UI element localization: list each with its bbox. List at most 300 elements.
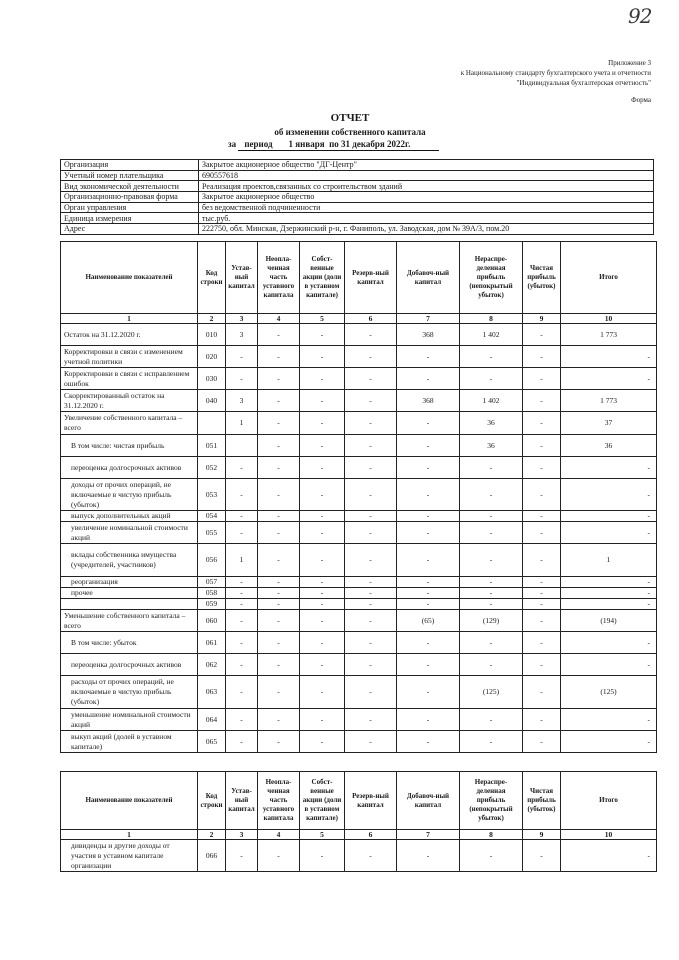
info-value: тыс.руб. bbox=[199, 213, 654, 224]
table-row bbox=[61, 324, 657, 346]
cell-c9: - bbox=[523, 412, 561, 435]
cell-c8: 1 402 bbox=[460, 324, 523, 346]
cell-c5: - bbox=[300, 479, 345, 511]
cell-c8: (129) bbox=[460, 610, 523, 632]
cell-c4: - bbox=[258, 522, 300, 544]
appendix-line-1: Приложение 3 bbox=[608, 59, 651, 67]
cell-c9: - bbox=[523, 457, 561, 479]
row-label: расходы от прочих операций, не включаемые в чистую прибыль (убыток) bbox=[61, 676, 198, 709]
cell-c6: - bbox=[345, 346, 397, 368]
cell-c3: - bbox=[226, 840, 258, 872]
cell-c3: - bbox=[226, 588, 258, 599]
cell-c3: 3 bbox=[226, 324, 258, 346]
cell-c6: - bbox=[345, 544, 397, 577]
report-period bbox=[200, 138, 500, 151]
row-code: 061 bbox=[198, 632, 226, 654]
row-label: выкуп акций (долей в уставном капитале) bbox=[61, 731, 198, 753]
row-label: Увеличение собственного капитала – всего bbox=[61, 412, 198, 435]
table-row bbox=[61, 368, 657, 390]
cell-c7: - bbox=[397, 676, 460, 709]
cell-c7: 368 bbox=[397, 324, 460, 346]
cell-c5: - bbox=[300, 511, 345, 522]
column-header: Собст-венные акции (доли в уставном капитале) bbox=[300, 772, 345, 830]
cell-c9: - bbox=[523, 368, 561, 390]
column-header: Резерв-ный капитал bbox=[345, 242, 397, 314]
cell-c5: - bbox=[300, 324, 345, 346]
info-key: Адрес bbox=[61, 224, 199, 235]
cell-c5: - bbox=[300, 522, 345, 544]
cell-c10: - bbox=[561, 588, 657, 599]
row-code: 063 bbox=[198, 676, 226, 709]
column-number: 4 bbox=[258, 830, 300, 840]
cell-c7: - bbox=[397, 709, 460, 731]
cell-c6: - bbox=[345, 610, 397, 632]
row-code: 066 bbox=[198, 840, 226, 872]
cell-c6: - bbox=[345, 324, 397, 346]
cell-c4: - bbox=[258, 676, 300, 709]
cell-c10: (194) bbox=[561, 610, 657, 632]
cell-c3: - bbox=[226, 457, 258, 479]
row-label: выпуск дополнительных акций bbox=[61, 511, 198, 522]
form-label: Форма bbox=[631, 96, 651, 104]
column-number: 7 bbox=[397, 314, 460, 324]
row-code: 058 bbox=[198, 588, 226, 599]
row-label: Остаток на 31.12.2020 г. bbox=[61, 324, 198, 346]
row-label bbox=[61, 599, 198, 610]
row-label: Корректировки в связи с исправлением ошибок bbox=[61, 368, 198, 390]
column-header: Неопла-ченная часть уставного капитала bbox=[258, 772, 300, 830]
cell-c5: - bbox=[300, 840, 345, 872]
cell-c6: - bbox=[345, 632, 397, 654]
row-code: 057 bbox=[198, 577, 226, 588]
cell-c10: - bbox=[561, 368, 657, 390]
report-title: ОТЧЕТ bbox=[330, 112, 370, 124]
cell-c7: - bbox=[397, 632, 460, 654]
cell-c5: - bbox=[300, 435, 345, 457]
cell-c8: - bbox=[460, 577, 523, 588]
cell-c10: - bbox=[561, 840, 657, 872]
cell-c9: - bbox=[523, 731, 561, 753]
cell-c6: - bbox=[345, 577, 397, 588]
cell-c7: - bbox=[397, 588, 460, 599]
column-header: Добавоч-ный капитал bbox=[397, 242, 460, 314]
cell-c8: - bbox=[460, 731, 523, 753]
appendix-line-3: "Индивидуальная бухгалтерская отчетность" bbox=[516, 79, 651, 87]
cell-c7: - bbox=[397, 435, 460, 457]
report-title-block bbox=[200, 112, 500, 151]
cell-c10: - bbox=[561, 457, 657, 479]
row-code: 053 bbox=[198, 479, 226, 511]
column-number: 8 bbox=[460, 314, 523, 324]
cell-c4: - bbox=[258, 457, 300, 479]
column-number: 3 bbox=[226, 314, 258, 324]
row-label: Скорректированный остаток на 31.12.2020 г. bbox=[61, 390, 198, 412]
column-number: 5 bbox=[300, 830, 345, 840]
cell-c4: - bbox=[258, 412, 300, 435]
equity-changes-table-continued bbox=[60, 771, 657, 872]
cell-c6: - bbox=[345, 676, 397, 709]
column-header: Код строки bbox=[198, 772, 226, 830]
info-row bbox=[61, 160, 654, 171]
row-label: Корректировки в связи с изменением учетной политики bbox=[61, 346, 198, 368]
cell-c5: - bbox=[300, 599, 345, 610]
cell-c9: - bbox=[523, 522, 561, 544]
row-code: 060 bbox=[198, 610, 226, 632]
column-number: 10 bbox=[561, 314, 657, 324]
cell-c3: - bbox=[226, 654, 258, 676]
cell-c8: - bbox=[460, 632, 523, 654]
cell-c9: - bbox=[523, 588, 561, 599]
cell-c6: - bbox=[345, 731, 397, 753]
info-row bbox=[61, 170, 654, 181]
row-label: уменьшение номинальной стоимости акций bbox=[61, 709, 198, 731]
column-header: Чистая прибыль (убыток) bbox=[523, 242, 561, 314]
cell-c4: - bbox=[258, 632, 300, 654]
cell-c10: 1 bbox=[561, 544, 657, 577]
table-row bbox=[61, 676, 657, 709]
cell-c8: - bbox=[460, 544, 523, 577]
column-number: 4 bbox=[258, 314, 300, 324]
cell-c5: - bbox=[300, 346, 345, 368]
cell-c9: - bbox=[523, 479, 561, 511]
info-key: Организационно-правовая форма bbox=[61, 192, 199, 203]
cell-c5: - bbox=[300, 544, 345, 577]
row-label: реорганизация bbox=[61, 577, 198, 588]
column-header: Наименование показателей bbox=[61, 242, 198, 314]
column-number: 8 bbox=[460, 830, 523, 840]
equity-changes-table bbox=[60, 241, 657, 753]
cell-c8: - bbox=[460, 457, 523, 479]
cell-c4: - bbox=[258, 390, 300, 412]
column-header: Чистая прибыль (убыток) bbox=[523, 772, 561, 830]
cell-c10: 1 773 bbox=[561, 390, 657, 412]
cell-c9: - bbox=[523, 654, 561, 676]
cell-c8: - bbox=[460, 599, 523, 610]
cell-c4: - bbox=[258, 709, 300, 731]
row-label: прочее bbox=[61, 588, 198, 599]
cell-c3: 1 bbox=[226, 412, 258, 435]
report-subtitle: об изменении собственного капитала bbox=[274, 127, 426, 137]
row-label: увеличение номинальной стоимости акций bbox=[61, 522, 198, 544]
table-row bbox=[61, 599, 657, 610]
cell-c7: - bbox=[397, 457, 460, 479]
cell-c3: - bbox=[226, 346, 258, 368]
column-number: 6 bbox=[345, 830, 397, 840]
cell-c7: - bbox=[397, 599, 460, 610]
column-header: Наименование показателей bbox=[61, 772, 198, 830]
row-code: 062 bbox=[198, 654, 226, 676]
column-number: 2 bbox=[198, 314, 226, 324]
cell-c5: - bbox=[300, 654, 345, 676]
cell-c6: - bbox=[345, 368, 397, 390]
info-row bbox=[61, 181, 654, 192]
cell-c5: - bbox=[300, 632, 345, 654]
row-code: 064 bbox=[198, 709, 226, 731]
cell-c3: - bbox=[226, 610, 258, 632]
cell-c4: - bbox=[258, 588, 300, 599]
cell-c8: - bbox=[460, 511, 523, 522]
cell-c3: - bbox=[226, 577, 258, 588]
cell-c10: - bbox=[561, 654, 657, 676]
row-code: 055 bbox=[198, 522, 226, 544]
cell-c9: - bbox=[523, 632, 561, 654]
cell-c7: - bbox=[397, 840, 460, 872]
cell-c9: - bbox=[523, 840, 561, 872]
cell-c3: - bbox=[226, 368, 258, 390]
row-label: вклады собственника имущества (учредителей, участников) bbox=[61, 544, 198, 577]
cell-c5: - bbox=[300, 676, 345, 709]
row-code: 065 bbox=[198, 731, 226, 753]
cell-c7: - bbox=[397, 368, 460, 390]
info-row bbox=[61, 202, 654, 213]
cell-c8: - bbox=[460, 709, 523, 731]
handwritten-page-number: 92 bbox=[628, 4, 652, 28]
cell-c4: - bbox=[258, 577, 300, 588]
period-from: 1 января bbox=[288, 139, 325, 149]
cell-c9: - bbox=[523, 599, 561, 610]
cell-c10: 37 bbox=[561, 412, 657, 435]
table-row bbox=[61, 577, 657, 588]
cell-c9: - bbox=[523, 390, 561, 412]
column-header: Нераспре-деленная прибыль (непокрытый убыток) bbox=[460, 242, 523, 314]
cell-c9: - bbox=[523, 346, 561, 368]
info-key: Орган управления bbox=[61, 202, 199, 213]
cell-c7: 368 bbox=[397, 390, 460, 412]
cell-c7: - bbox=[397, 346, 460, 368]
cell-c4: - bbox=[258, 599, 300, 610]
cell-c10: - bbox=[561, 599, 657, 610]
cell-c6: - bbox=[345, 435, 397, 457]
row-label: переоценка долгосрочных активов bbox=[61, 654, 198, 676]
table-row bbox=[61, 435, 657, 457]
cell-c9: - bbox=[523, 435, 561, 457]
cell-c6: - bbox=[345, 479, 397, 511]
cell-c8: 36 bbox=[460, 412, 523, 435]
cell-c10: - bbox=[561, 577, 657, 588]
cell-c4: - bbox=[258, 435, 300, 457]
cell-c10: - bbox=[561, 731, 657, 753]
column-header: Нераспре-деленная прибыль (непокрытый убыток) bbox=[460, 772, 523, 830]
row-label: В том числе: чистая прибыль bbox=[61, 435, 198, 457]
row-label: доходы от прочих операций, не включаемые в чистую прибыль (убыток) bbox=[61, 479, 198, 511]
cell-c3: - bbox=[226, 709, 258, 731]
info-row bbox=[61, 224, 654, 235]
cell-c6: - bbox=[345, 457, 397, 479]
row-code: 020 bbox=[198, 346, 226, 368]
organization-info-table bbox=[60, 159, 654, 235]
row-code: 059 bbox=[198, 599, 226, 610]
column-header: Неопла-ченная часть уставного капитала bbox=[258, 242, 300, 314]
table-row bbox=[61, 346, 657, 368]
column-header: Итого bbox=[561, 242, 657, 314]
column-number: 2 bbox=[198, 830, 226, 840]
cell-c8: - bbox=[460, 346, 523, 368]
cell-c6: - bbox=[345, 511, 397, 522]
column-number: 7 bbox=[397, 830, 460, 840]
cell-c7: - bbox=[397, 522, 460, 544]
column-header: Код строки bbox=[198, 242, 226, 314]
cell-c3: - bbox=[226, 731, 258, 753]
period-word: период bbox=[244, 139, 273, 149]
info-key: Организация bbox=[61, 160, 199, 171]
column-header: Резерв-ный капитал bbox=[345, 772, 397, 830]
column-header: Устав-ный капитал bbox=[226, 242, 258, 314]
table-row bbox=[61, 390, 657, 412]
cell-c5: - bbox=[300, 731, 345, 753]
row-label: дивиденды и другие доходы от участия в уставном капитале организации bbox=[61, 840, 198, 872]
cell-c7: (65) bbox=[397, 610, 460, 632]
cell-c8: - bbox=[460, 588, 523, 599]
info-row bbox=[61, 192, 654, 203]
cell-c3: 1 bbox=[226, 544, 258, 577]
table-row bbox=[61, 511, 657, 522]
info-key: Учетный номер плательщика bbox=[61, 170, 199, 181]
cell-c6: - bbox=[345, 840, 397, 872]
cell-c8: 36 bbox=[460, 435, 523, 457]
cell-c4: - bbox=[258, 511, 300, 522]
cell-c6: - bbox=[345, 522, 397, 544]
column-header: Собст-венные акции (доли в уставном капитале) bbox=[300, 242, 345, 314]
cell-c5: - bbox=[300, 390, 345, 412]
cell-c9: - bbox=[523, 610, 561, 632]
cell-c6: - bbox=[345, 588, 397, 599]
cell-c3: - bbox=[226, 511, 258, 522]
cell-c9: - bbox=[523, 544, 561, 577]
cell-c8: - bbox=[460, 522, 523, 544]
info-key: Вид экономической деятельности bbox=[61, 181, 199, 192]
cell-c8: - bbox=[460, 840, 523, 872]
cell-c8: 1 402 bbox=[460, 390, 523, 412]
period-prefix: за bbox=[228, 139, 237, 149]
cell-c10: 36 bbox=[561, 435, 657, 457]
cell-c7: - bbox=[397, 412, 460, 435]
table-row bbox=[61, 544, 657, 577]
info-value: Закрытое акционерное общество "ДГ-Центр" bbox=[199, 160, 654, 171]
cell-c6: - bbox=[345, 390, 397, 412]
row-code: 054 bbox=[198, 511, 226, 522]
cell-c4: - bbox=[258, 654, 300, 676]
cell-c4: - bbox=[258, 324, 300, 346]
cell-c10: - bbox=[561, 709, 657, 731]
cell-c7: - bbox=[397, 511, 460, 522]
row-label: переоценка долгосрочных активов bbox=[61, 457, 198, 479]
cell-c10: - bbox=[561, 479, 657, 511]
column-number: 3 bbox=[226, 830, 258, 840]
cell-c7: - bbox=[397, 731, 460, 753]
cell-c5: - bbox=[300, 368, 345, 390]
cell-c3: - bbox=[226, 599, 258, 610]
cell-c9: - bbox=[523, 511, 561, 522]
table-row bbox=[61, 522, 657, 544]
cell-c10: - bbox=[561, 522, 657, 544]
cell-c7: - bbox=[397, 654, 460, 676]
row-code: 030 bbox=[198, 368, 226, 390]
table-row bbox=[61, 840, 657, 872]
info-value: 690557618 bbox=[199, 170, 654, 181]
cell-c3: - bbox=[226, 676, 258, 709]
cell-c6: - bbox=[345, 654, 397, 676]
table-row bbox=[61, 412, 657, 435]
column-header: Устав-ный капитал bbox=[226, 772, 258, 830]
cell-c7: - bbox=[397, 577, 460, 588]
table-row bbox=[61, 588, 657, 599]
appendix-note bbox=[461, 58, 651, 105]
cell-c5: - bbox=[300, 457, 345, 479]
cell-c10: - bbox=[561, 346, 657, 368]
cell-c4: - bbox=[258, 479, 300, 511]
info-row bbox=[61, 213, 654, 224]
cell-c4: - bbox=[258, 346, 300, 368]
cell-c8: - bbox=[460, 479, 523, 511]
cell-c4: - bbox=[258, 368, 300, 390]
cell-c3: - bbox=[226, 479, 258, 511]
row-label: В том числе: убыток bbox=[61, 632, 198, 654]
column-number: 9 bbox=[523, 830, 561, 840]
cell-c5: - bbox=[300, 412, 345, 435]
cell-c3 bbox=[226, 435, 258, 457]
row-code: 052 bbox=[198, 457, 226, 479]
cell-c7: - bbox=[397, 479, 460, 511]
period-to: по 31 декабря 2022г. bbox=[329, 139, 411, 149]
cell-c4: - bbox=[258, 731, 300, 753]
column-number: 9 bbox=[523, 314, 561, 324]
cell-c9: - bbox=[523, 709, 561, 731]
cell-c10: (125) bbox=[561, 676, 657, 709]
info-value: без ведомственной подчиненности bbox=[199, 202, 654, 213]
table-row bbox=[61, 632, 657, 654]
cell-c10: - bbox=[561, 511, 657, 522]
cell-c3: - bbox=[226, 632, 258, 654]
row-code bbox=[198, 412, 226, 435]
table-row bbox=[61, 457, 657, 479]
table-row bbox=[61, 479, 657, 511]
cell-c3: - bbox=[226, 522, 258, 544]
cell-c5: - bbox=[300, 610, 345, 632]
table-row bbox=[61, 610, 657, 632]
column-number: 6 bbox=[345, 314, 397, 324]
table-row bbox=[61, 709, 657, 731]
column-header: Итого bbox=[561, 772, 657, 830]
info-value: 222750, обл. Минская, Дзержинский р-н, г. Фаниполь, ул. Заводская, дом № 39А/3, пом.20 bbox=[199, 224, 654, 235]
row-code: 010 bbox=[198, 324, 226, 346]
table-row bbox=[61, 654, 657, 676]
cell-c6: - bbox=[345, 599, 397, 610]
table-row bbox=[61, 731, 657, 753]
column-number: 1 bbox=[61, 830, 198, 840]
column-number: 10 bbox=[561, 830, 657, 840]
cell-c4: - bbox=[258, 544, 300, 577]
cell-c8: - bbox=[460, 368, 523, 390]
cell-c4: - bbox=[258, 610, 300, 632]
cell-c5: - bbox=[300, 588, 345, 599]
cell-c5: - bbox=[300, 577, 345, 588]
row-code: 040 bbox=[198, 390, 226, 412]
column-header: Добавоч-ный капитал bbox=[397, 772, 460, 830]
info-value: Закрытое акционерное общество bbox=[199, 192, 654, 203]
row-code: 056 bbox=[198, 544, 226, 577]
row-label: Уменьшение собственного капитала – всего bbox=[61, 610, 198, 632]
cell-c8: - bbox=[460, 654, 523, 676]
appendix-line-2: к Национальному стандарту бухгалтерского учета и отчетности bbox=[460, 69, 651, 77]
cell-c4: - bbox=[258, 840, 300, 872]
period-range bbox=[238, 138, 439, 151]
cell-c9: - bbox=[523, 324, 561, 346]
cell-c8: (125) bbox=[460, 676, 523, 709]
cell-c10: 1 773 bbox=[561, 324, 657, 346]
info-value: Реализация проектов,связанных со строительством зданий bbox=[199, 181, 654, 192]
cell-c10: - bbox=[561, 632, 657, 654]
row-code: 051 bbox=[198, 435, 226, 457]
